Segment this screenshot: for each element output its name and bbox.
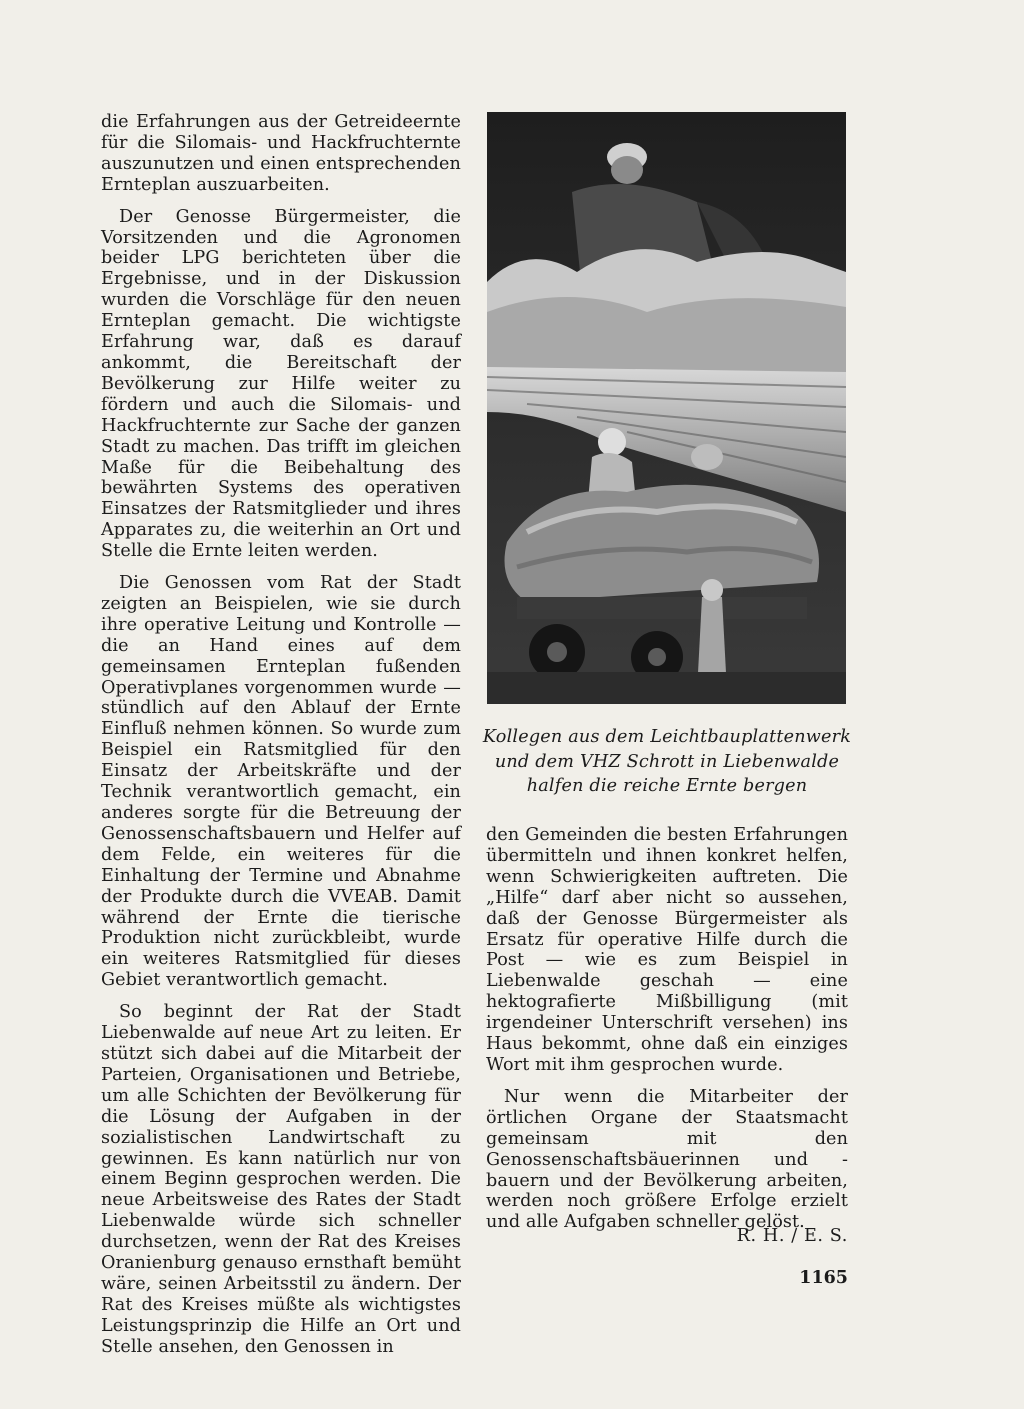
- harvest-photo: [487, 112, 846, 704]
- paragraph: Nur wenn die Mitarbeiter der örtlichen Organe der Staatsmacht gemeinsam mit den Genossenschaftsbäuerinnen und -bauern und der Bevölkerung arbeiten, werden noch größere Erfolge erzielt und alle Aufgaben schneller gelöst.: [486, 1086, 848, 1233]
- caption-line: halfen die reiche Ernte bergen: [526, 776, 808, 796]
- caption-line: und dem VHZ Schrott in Liebenwalde: [494, 751, 840, 772]
- paragraph: Die Genossen vom Rat der Stadt zeigten an Beispielen, wie sie durch ihre operative Leitung und Kontrolle — die an Hand eines auf dem gemeinsamen Ernteplan fußenden Operativplanes vorgenommen wurde — stündlich auf den Ablauf der Ernte Einfluß nehmen können. So wurde zum Beispiel ein Ratsmitglied für den Einsatz der Arbeitskräfte und der Technik verantwortlich gemacht, ein anderes sorgte für die Betreuung der Genossenschaftsbauern und Helfer auf dem Felde, ein weiteres für die Einhaltung der Termine und Abnahme der Produkte durch die VVEAB. Damit während der Ernte die tierische Produktion nicht zurückbleibt, wurde ein weiteres Ratsmitglied für dieses Gebiet verantwortlich gemacht.: [101, 573, 461, 991]
- caption-line: Kollegen aus dem Leichtbauplattenwerk: [482, 727, 852, 747]
- paragraph: So beginnt der Rat der Stadt Liebenwalde auf neue Art zu leiten. Er stützt sich dabei auf die Mitarbeit der Parteien, Organisationen und Betriebe, um alle Schichten der Bevölkerung für die Lösung der Aufgaben in der sozialistischen Landwirtschaft zu gewinnen. Es kann natürlich nur von einem Beginn gesprochen werden. Die neue Arbeitsweise des Rates der Stadt Liebenwalde würde sich schneller durchsetzen, wenn der Rat des Kreises Oranienburg genauso ernsthaft bemüht wäre, seinen Arbeitsstil zu ändern. Der Rat des Kreises müßte als wichtigstes Leistungsprinzip die Hilfe an Ort und Stelle ansehen, den Genossen in: [101, 1002, 461, 1357]
- paragraph: den Gemeinden die besten Erfahrungen übermitteln und ihnen konkret helfen, wenn Schwierigkeiten auftreten. Die „Hilfe“ darf aber nicht so aussehen, daß der Genosse Bürgermeister als Ersatz für operative Hilfe durch die Post — wie es zum Beispiel in Liebenwalde geschah — eine hektografierte Mißbilligung (mit irgendeiner Unterschrift versehen) ins Haus bekommt, ohne daß ein einziges Wort mit ihm gesprochen wurde.: [486, 825, 848, 1075]
- author-initials: R. H. / E. S.: [736, 1226, 848, 1246]
- left-text-column: [101, 112, 461, 1358]
- page-number: 1165: [799, 1268, 848, 1288]
- photo-caption: [482, 725, 852, 799]
- paragraph: Der Genosse Bürgermeister, die Vorsitzenden und die Agronomen beider LPG berichteten über die Ergebnisse, und in der Diskussion wurden die Vorschläge für den neuen Ernteplan gemacht. Die wichtigste Erfahrung war, daß es darauf ankommt, die Bereitschaft der Bevölkerung zur Hilfe weiter zu fördern und auch die Silomais- und Hackfruchternte zur Sache der ganzen Stadt zu machen. Das trifft im gleichen Maße für die Beibehaltung des bewährten Systems des operativen Einsatzes der Ratsmitglieder und ihres Apparates zu, die weiterhin an Ort und Stelle die Ernte leiten werden.: [101, 206, 461, 562]
- paragraph: die Erfahrungen aus der Getreideernte für die Silomais- und Hackfruchternte auszunutzen und einen entsprechenden Ernteplan auszuarbeiten.: [101, 112, 461, 195]
- right-text-column: [486, 825, 848, 1233]
